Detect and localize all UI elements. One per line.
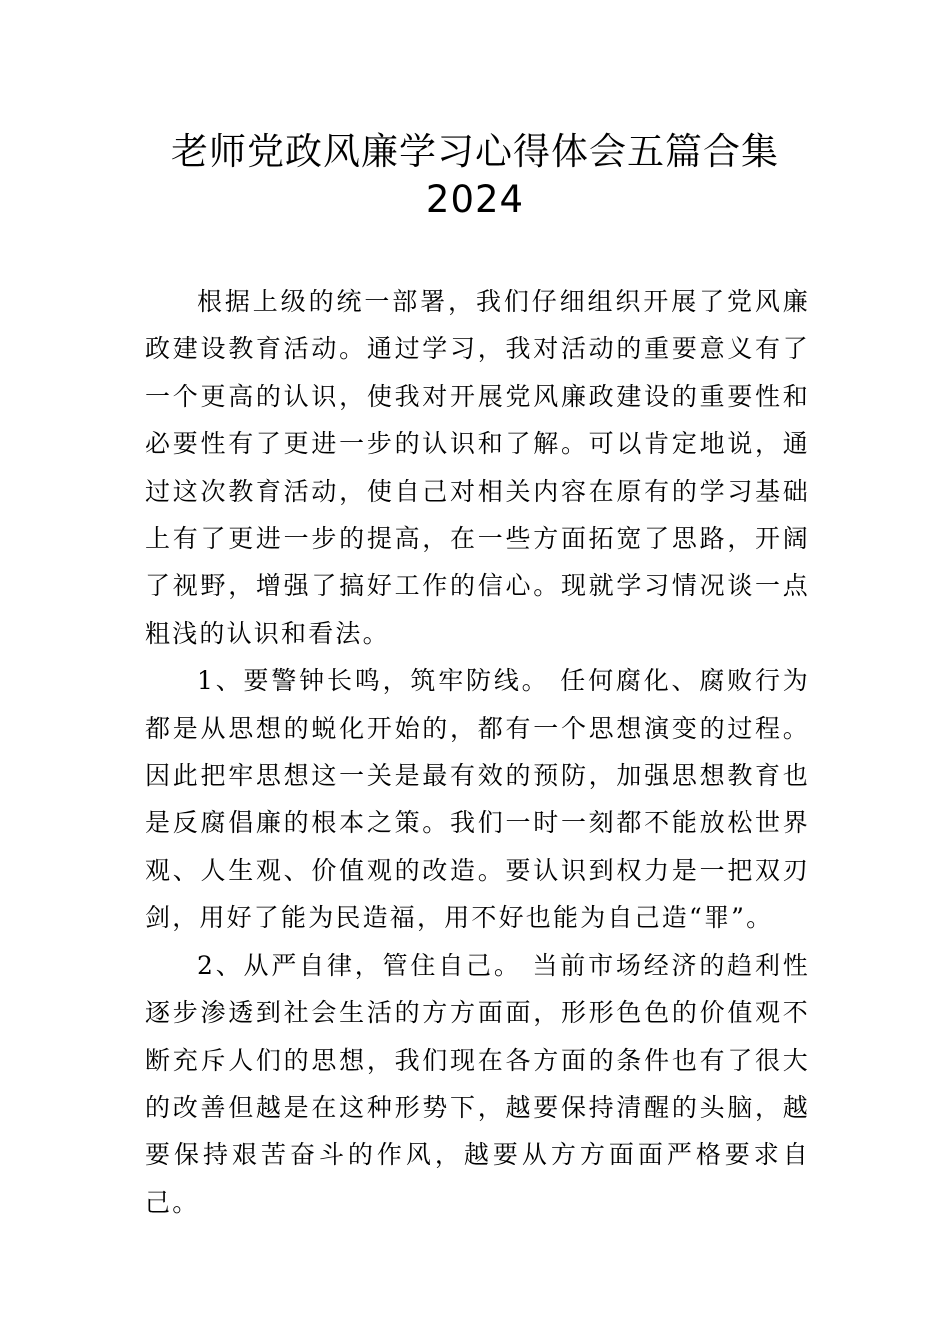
paragraph-point-2: 2、从严自律，管住自己。 当前市场经济的趋利性逐步渗透到社会生活的方方面面，形形色色的价值观不断充斥人们的思想，我们现在各方面的条件也有了很大的改善但越是在这种形势下，越要保持清醒的头脑，越要保持艰苦奋斗的作风，越要从方方面面严格要求自己。 xyxy=(145,950,810,1217)
document-title-year: 2024 xyxy=(425,178,525,221)
paragraph-intro: 根据上级的统一部署，我们仔细组织开展了党风廉政建设教育活动。通过学习，我对活动的重要意义有了一个更高的认识，使我对开展党风廉政建设的重要性和必要性有了更进一步的认识和了解。可以肯定地说，通过这次教育活动，使自己对相关内容在原有的学习基础上有了更进一步的提高，在一些方面拓宽了思路，开阔了视野，增强了搞好工作的信心。现就学习情况谈一点粗浅的认识和看法。 xyxy=(145,287,810,648)
paragraph-point-1: 1、要警钟长鸣，筑牢防线。 任何腐化、腐败行为都是从思想的蜕化开始的，都有一个思想演变的过程。因此把牢思想这一关是最有效的预防，加强思想教育也是反腐倡廉的根本之策。我们一时一刻都不能放松世界观、人生观、价值观的改造。要认识到权力是一把双刃剑，用好了能为民造福，用不好也能为自己造“罪”。 xyxy=(145,666,810,933)
document-body xyxy=(145,278,810,1226)
document-title: 老师党政风廉学习心得体会五篇合集 xyxy=(171,130,779,173)
